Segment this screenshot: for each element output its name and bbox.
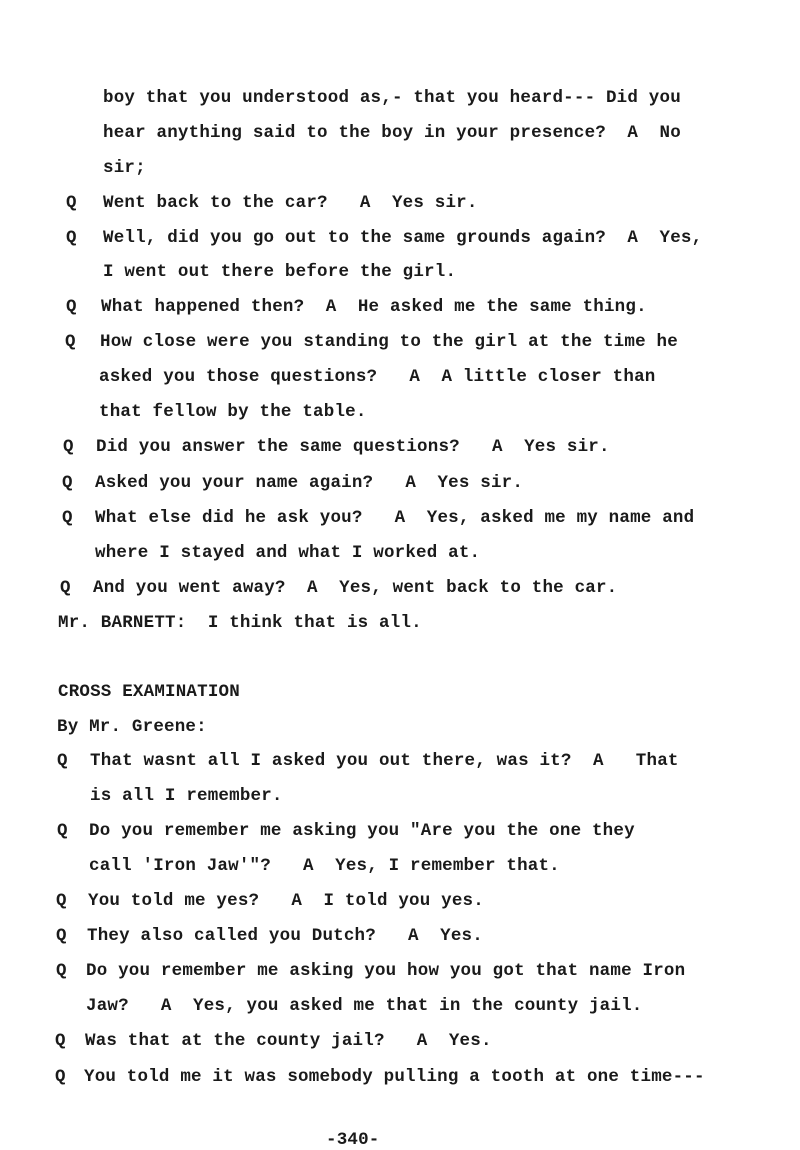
text-line: Was that at the county jail? A Yes. [85, 1031, 492, 1051]
text-line: How close were you standing to the girl at the time he [100, 332, 678, 352]
question-marker: Q [66, 228, 77, 248]
question-marker: Q [66, 297, 77, 317]
examiner-line: By Mr. Greene: [57, 717, 207, 737]
question-marker: Q [57, 821, 68, 841]
text-line: Did you answer the same questions? A Yes sir. [96, 437, 610, 457]
section-heading: CROSS EXAMINATION [58, 682, 240, 702]
text-line: What else did he ask you? A Yes, asked me my name and [95, 508, 695, 528]
question-marker: Q [55, 1067, 66, 1087]
text-line: You told me it was somebody pulling a tooth at one time--- [84, 1067, 705, 1087]
question-marker: Q [62, 473, 73, 493]
text-line: What happened then? A He asked me the same thing. [101, 297, 647, 317]
speaker-line: Mr. BARNETT: I think that is all. [58, 613, 422, 633]
text-line: hear anything said to the boy in your presence? A No [103, 123, 681, 143]
text-line: is all I remember. [90, 786, 283, 806]
question-marker: Q [56, 926, 67, 946]
text-line: where I stayed and what I worked at. [95, 543, 481, 563]
question-marker: Q [62, 508, 73, 528]
text-line: I went out there before the girl. [103, 262, 457, 282]
text-line: call 'Iron Jaw'"? A Yes, I remember that. [89, 856, 560, 876]
page-number: -340- [326, 1130, 380, 1150]
question-marker: Q [56, 961, 67, 981]
text-line: Went back to the car? A Yes sir. [103, 193, 478, 213]
question-marker: Q [60, 578, 71, 598]
text-line: Asked you your name again? A Yes sir. [95, 473, 524, 493]
text-line: that fellow by the table. [99, 402, 367, 422]
text-line: And you went away? A Yes, went back to the car. [93, 578, 618, 598]
text-line: Jaw? A Yes, you asked me that in the county jail. [86, 996, 643, 1016]
text-line: Do you remember me asking you how you got that name Iron [86, 961, 686, 981]
question-marker: Q [65, 332, 76, 352]
text-line: Do you remember me asking you "Are you the one they [89, 821, 635, 841]
text-line: That wasnt all I asked you out there, was it? A That [90, 751, 679, 771]
question-marker: Q [56, 891, 67, 911]
text-line: sir; [103, 158, 146, 178]
question-marker: Q [63, 437, 74, 457]
text-line: boy that you understood as,- that you heard--- Did you [103, 88, 681, 108]
question-marker: Q [66, 193, 77, 213]
question-marker: Q [55, 1031, 66, 1051]
text-line: They also called you Dutch? A Yes. [87, 926, 483, 946]
text-line: asked you those questions? A A little closer than [99, 367, 656, 387]
text-line: You told me yes? A I told you yes. [88, 891, 484, 911]
question-marker: Q [57, 751, 68, 771]
text-line: Well, did you go out to the same grounds again? A Yes, [103, 228, 703, 248]
